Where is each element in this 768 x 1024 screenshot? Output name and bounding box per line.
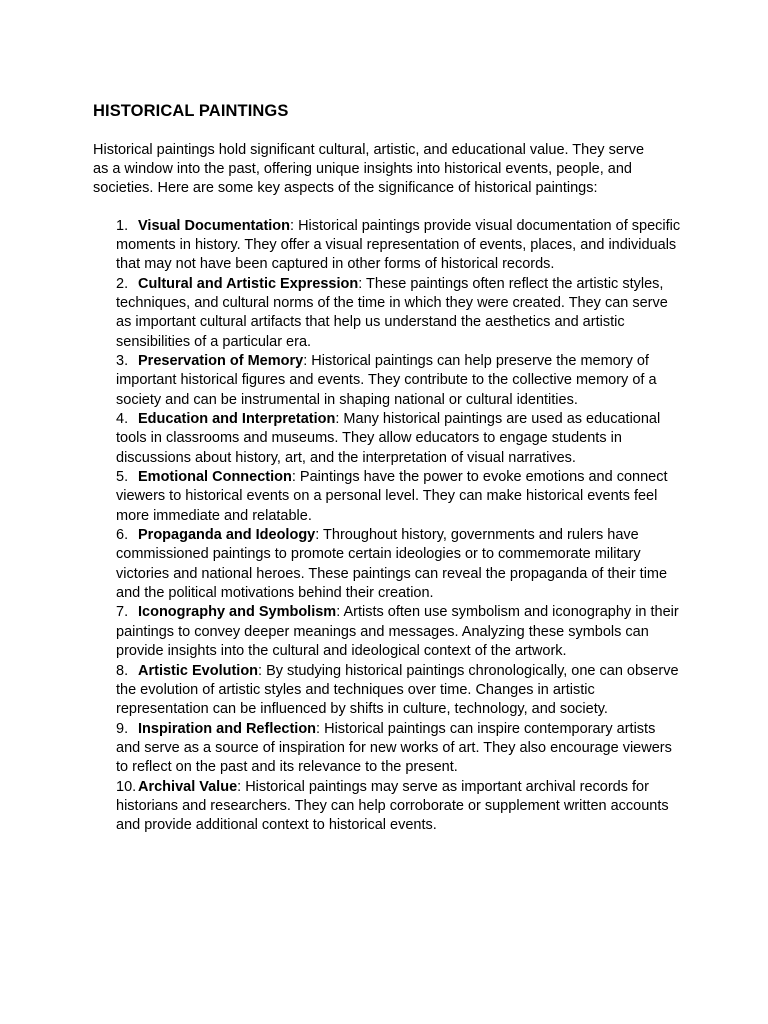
document-title: HISTORICAL PAINTINGS <box>93 102 289 120</box>
item-text: : Paintings have the power to evoke emotions and connect viewers to historical events on a personal level. They can make historical events feel more immediate and relatable. <box>116 469 668 524</box>
item-text: : Throughout history, governments and rulers have commissioned paintings to promote certain ideologies or to commemorate military victories and national heroes. These paintings can reveal the propaganda of their time and the political motivations behind their creation. <box>116 527 668 602</box>
list-item <box>93 410 682 468</box>
item-text: : These paintings often reflect the artistic styles, techniques, and cultural norms of the time in which they were created. They can serve as important cultural artifacts that help us understand the aesthetics and artistic sensibilities of a particular era. <box>116 275 668 350</box>
item-number: 3. <box>116 353 129 370</box>
item-text: : Historical paintings can help preserve the memory of important historical figures and events. They contribute to the collective memory of a society and can be instrumental in shaping national or cultural identities. <box>116 353 657 408</box>
list-item <box>93 526 682 603</box>
item-heading: Cultural and Artistic Expression <box>138 275 359 292</box>
item-heading: Education and Interpretation <box>138 411 336 428</box>
document-page <box>93 100 683 836</box>
item-heading: Preservation of Memory <box>138 353 304 370</box>
item-text: : By studying historical paintings chronologically, one can observe the evolution of artistic styles and techniques over time. Changes in artistic representation can be influenced by shifts in culture, technology, and society. <box>116 662 679 718</box>
item-text: : Historical paintings provide visual documentation of specific moments in history. They offer a visual representation of events, places, and individuals that may not have been captured in other forms of historical records. <box>116 217 681 273</box>
item-number: 1. <box>116 217 129 234</box>
list-item <box>93 468 682 526</box>
item-text: : Historical paintings may serve as important archival records for historians and researchers. They can help corroborate or supplement written accounts and provide additional context to historical events. <box>116 778 669 834</box>
item-number: 10. <box>116 778 137 795</box>
item-text: : Many historical paintings are used as educational tools in classrooms and museums. They allow educators to engage students in discussions about history, art, and the interpretation of visual narratives. <box>116 411 661 466</box>
list-item <box>93 603 682 661</box>
item-text: : Historical paintings can inspire contemporary artists and serve as a source of inspiration for new works of art. They also encourage viewers to reflect on the past and its relevance to the present. <box>116 720 672 776</box>
item-number: 6. <box>116 527 129 544</box>
item-number: 7. <box>116 604 129 621</box>
intro-paragraph: Historical paintings hold significant cultural, artistic, and educational value. They serve as a window into the past, offering unique insights into historical events, people, and societies. Here are some key aspects of the significance of historical paintings: <box>93 142 645 197</box>
item-heading: Visual Documentation <box>138 217 291 234</box>
item-heading: Propaganda and Ideology <box>138 527 316 544</box>
item-heading: Emotional Connection <box>138 469 292 486</box>
list-item <box>93 275 682 352</box>
item-number: 4. <box>116 411 129 428</box>
item-number: 5. <box>116 469 129 486</box>
item-number: 9. <box>116 720 129 737</box>
item-number: 2. <box>116 275 129 292</box>
item-heading: Iconography and Symbolism <box>138 604 337 621</box>
list-item <box>93 352 682 410</box>
item-heading: Inspiration and Reflection <box>138 720 317 737</box>
list-item <box>93 778 682 836</box>
list-item <box>93 662 682 720</box>
list-item <box>93 217 682 275</box>
item-number: 8. <box>116 662 129 679</box>
item-heading: Archival Value <box>138 778 238 795</box>
list-item <box>93 720 682 778</box>
item-heading: Artistic Evolution <box>138 662 259 679</box>
item-text: : Artists often use symbolism and iconography in their paintings to convey deeper meanings and messages. Analyzing these symbols can provide insights into the cultural and ideological context of the artwork. <box>116 604 679 660</box>
significance-list <box>93 217 683 836</box>
